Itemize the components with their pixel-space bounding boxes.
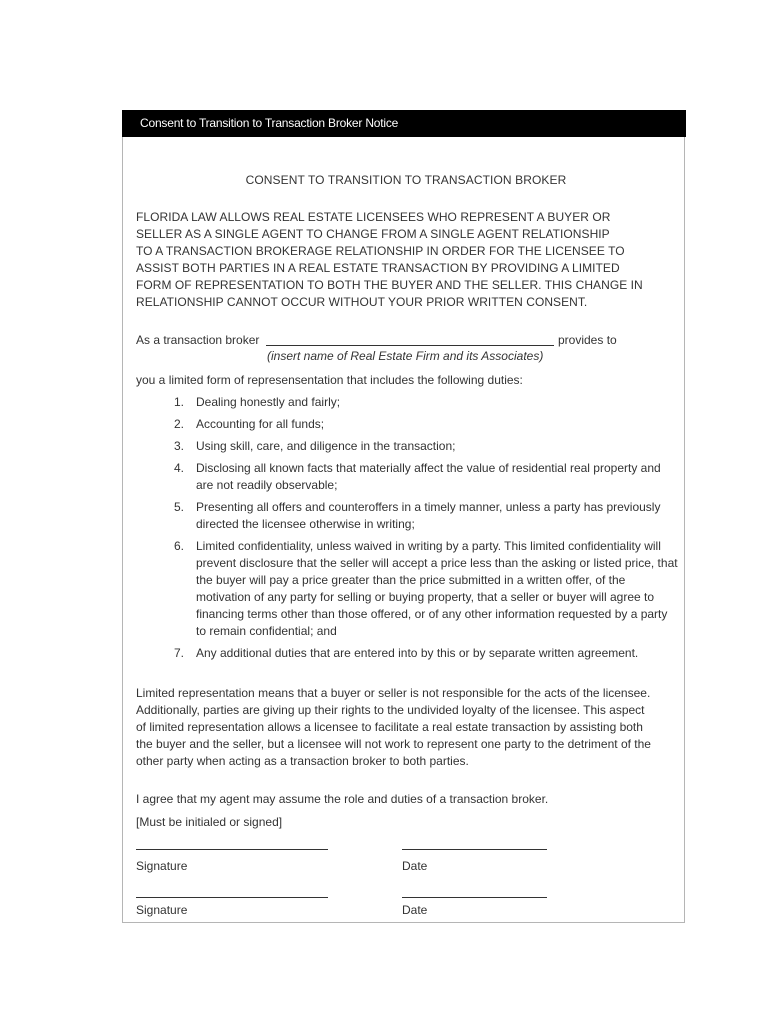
date-label-1: Date: [402, 859, 428, 873]
duty-number: 6.: [174, 539, 185, 553]
limited-representation-text: Limited representation means that a buyer or seller is not responsible for the acts of the licensee. Additionally, parties are giving up their rights to the undivided loyalty of the licensee. This aspect of limited representation allows a licensee to facilitate a real estate transaction by assisting both the buyer and the seller, but a licensee will not work to represent one party to the detriment of the other party when acting as a transaction broker to both parties.: [136, 686, 651, 768]
law-notice: FLORIDA LAW ALLOWS REAL ESTATE LICENSEES WHO REPRESENT A BUYER OR SELLER AS A SINGLE AGENT TO CHANGE FROM A SINGLE AGENT RELATIONSHIP TO A TRANSACTION BROKERAGE RELATIONSHIP IN ORDER FOR THE LICENSEE TO ASSIST BOTH PARTIES IN A REAL ESTATE TRANSACTION BY PROVIDING A LIMITED FORM OF REPRESENTATION TO BOTH THE BUYER AND THE SELLER. THIS CHANGE IN RELATIONSHIP CANNOT OCCUR WITHOUT YOUR PRIOR WRITTEN CONSENT.: [136, 210, 643, 309]
date-line-2[interactable]: [402, 897, 547, 898]
duty-text: Limited confidentiality, unless waived in writing by a party. This limited confidentiality will prevent disclosure that the seller will accept a price less than the asking or listed price, that the buyer will pay a price greater than the price submitted in a written offer, of the motivation of any party for selling or buying property, that a seller or buyer will agree to financing terms other than those offered, or of any other information requested by a party to remain confidential; and: [196, 539, 678, 638]
duty-item: [174, 460, 680, 494]
signature-label-1: Signature: [136, 859, 188, 873]
duty-number: 4.: [174, 461, 185, 475]
duty-text: Accounting for all funds;: [196, 417, 325, 431]
duties-intro: you a limited form of represensentation that includes the following duties:: [136, 373, 523, 387]
duty-number: 3.: [174, 439, 185, 453]
signature-line-1[interactable]: [136, 849, 328, 850]
broker-prefix: As a transaction broker: [136, 333, 260, 347]
form-header-bar: [122, 110, 686, 137]
duty-item: [174, 499, 680, 533]
date-line-1[interactable]: [402, 849, 547, 850]
broker-name-field[interactable]: [266, 345, 554, 346]
duty-item: [174, 394, 680, 411]
duty-text: Presenting all offers and counteroffers in a timely manner, unless a party has previously directed the licensee otherwise in writing;: [196, 500, 661, 531]
duty-number: 7.: [174, 646, 185, 660]
duty-number: 2.: [174, 417, 185, 431]
date-label-2: Date: [402, 903, 428, 917]
duties-list: [174, 394, 680, 667]
duty-number: 1.: [174, 395, 185, 409]
duty-item: [174, 416, 680, 433]
duty-item: [174, 645, 680, 662]
duty-text: Dealing honestly and fairly;: [196, 395, 341, 409]
duty-item: [174, 438, 680, 455]
duty-number: 5.: [174, 500, 185, 514]
duty-item: [174, 538, 680, 640]
form-heading: CONSENT TO TRANSITION TO TRANSACTION BROKER: [245, 173, 567, 187]
duty-text: Disclosing all known facts that materially affect the value of residential real property and are not readily observable;: [196, 461, 661, 492]
form-header-title: Consent to Transition to Transaction Broker Notice: [140, 116, 399, 130]
signing-requirement: [Must be initialed or signed]: [136, 815, 283, 829]
signature-label-2: Signature: [136, 903, 188, 917]
signature-line-2[interactable]: [136, 897, 328, 898]
duty-text: Any additional duties that are entered into by this or by separate written agreement.: [196, 646, 639, 660]
broker-suffix: provides to: [558, 333, 617, 347]
agreement-statement: I agree that my agent may assume the role and duties of a transaction broker.: [136, 792, 549, 806]
duty-text: Using skill, care, and diligence in the transaction;: [196, 439, 456, 453]
broker-name-hint: (insert name of Real Estate Firm and its Associates): [267, 349, 544, 363]
